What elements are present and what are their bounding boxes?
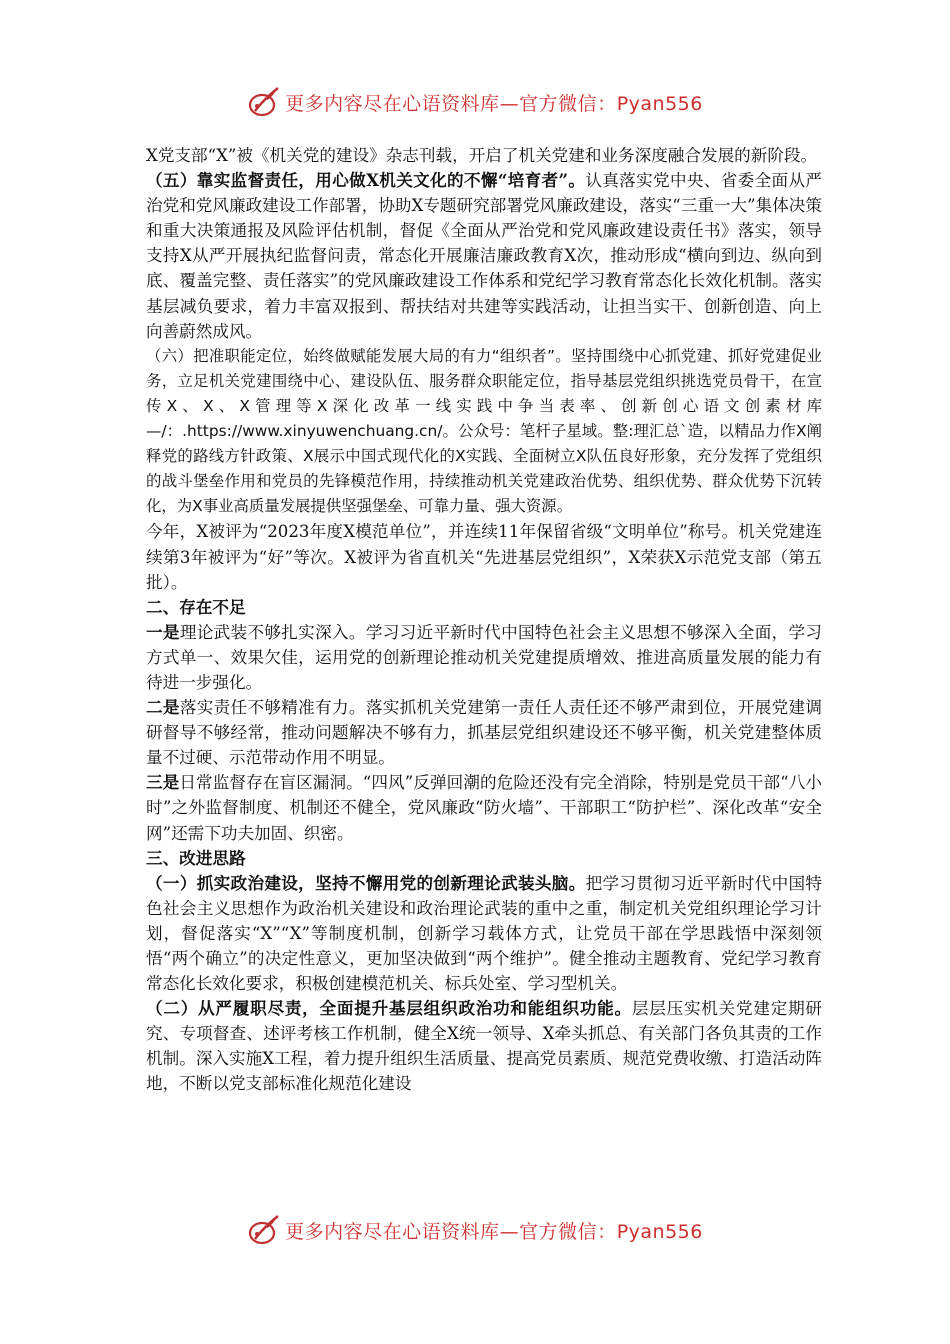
quill-logo-icon [247, 85, 281, 119]
paragraph: X党支部“X”被《机关党的建设》杂志刊载，开启了机关党建和业务深度融合发展的新阶段。 [146, 146, 818, 165]
banner-text: 更多内容尽在心语资料库—官方微信：Pyan556 [285, 92, 703, 115]
paragraph: （五）靠实监督责任，用心做X机关文化的不懈“培育者”。认真落实党中央、省委全面从严治党和党风廉政建设工作部署，协助X专题研究部署党风廉政建设，落实“三重一大”集体决策和重大决策通报及风险评估机制，督促《全面从严治党和党风廉政建设责任书》落实，领导支持X从严开展执纪监督问责，常态化开展廉洁廉政教育X次，推动形成“横向到边、纵向到底、覆盖完整、责任落实”的党风廉政建设工作体系和党纪学习教育常态化长效化机制。落实基层减负要求，着力丰富双报到、帮扶结对共建等实践活动，让担当实干、创新创造、向上向善蔚然成风。 [146, 170, 823, 341]
paragraph: 今年，X被评为“2023年度X模范单位”，并连续11年保留省级“文明单位”称号。机关党建连续第3年被评为“好”等次。X被评为省直机关“先进基层党组织”，X荣获X示范党支部（第五批）。 [146, 522, 822, 592]
paragraph: （六）把准职能定位，始终做赋能发展大局的有力“组织者”。坚持围绕中心抓党建、抓好党建促业务，立足机关党建围绕中心、建设队伍、服务群众职能定位，指导基层党组织挑选党员骨干，在宣传X、X、X管理等X深化改革一线实践中争当表率、创新创心语文创素材库—/：.https://www.xinyuwenchuang.cn/。公众号：笔杆子星域。整:理汇总`造，以精品力作X阐释党的路线方针政策、X展示中国式现代化的X实践、全面树立X队伍良好形象，充分发挥了党组织的战斗堡垒作用和党员的先锋模范作用，持续推动机关党建政治优势、组织优势、群众优势下沉转化，为X事业高质量发展提供坚强堡垒、可靠力量、强大资源。 [146, 346, 822, 516]
quill-logo-icon [247, 1213, 281, 1247]
footer-banner [0, 1210, 950, 1250]
paragraph-heading: （五）靠实监督责任，用心做X机关文化的不懈“培育者”。 [146, 170, 586, 191]
paragraph: 二是落实责任不够精准有力。落实抓机关党建第一责任人责任还不够严肃到位，开展党建调研督导不够经常，推动问题解决不够有力，抓基层党组织建设还不够平衡，机关党建整体质量不过硬、示范带动作用不明显。 [146, 697, 823, 768]
section-heading: 二、存在不足 [146, 596, 246, 617]
header-banner [0, 82, 950, 122]
paragraph-heading: （六）把准职能定位，始终做赋能发展大局的有力“组织者”。 [146, 346, 571, 365]
paragraph-heading: （二）从严履职尽责，全面提升基层组织政治功和能组织功能。 [146, 998, 632, 1019]
banner-text: 更多内容尽在心语资料库—官方微信：Pyan556 [285, 1220, 703, 1243]
paragraph: （二）从严履职尽责，全面提升基层组织政治功和能组织功能。层层压实机关党建定期研究、专项督查、述评考核工作机制，健全X统一领导、X牵头抓总、有关部门各负其责的工作机制。深入实施X工程，着力提升组织生活质量、提高党员素质、规范党费收缴、打造活动阵地，不断以党支部标准化规范化建设 [146, 998, 823, 1094]
paragraph-heading: （一）抓实政治建设，坚持不懈用党的创新理论武装头脑。 [146, 872, 586, 893]
section-heading: 三、改进思路 [146, 847, 246, 868]
paragraph: （一）抓实政治建设，坚持不懈用党的创新理论武装头脑。把学习贯彻习近平新时代中国特色社会主义思想作为政治机关建设和政治理论武装的重中之重，制定机关党组织理论学习计划，督促落实“X”“X”等制度机制，创新学习载体方式，让党员干部在学思践悟中深刻领悟“两个确立”的决定性意义，更加坚决做到“两个维护”。健全推动主题教育、党纪学习教育常态化长效化要求，积极创建模范机关、标兵处室、学习型机关。 [146, 872, 823, 994]
paragraph: 三是日常监督存在盲区漏洞。“四风”反弹回潮的危险还没有完全消除，特别是党员干部“八小时”之外监督制度、机制还不健全，党风廉政“防火墙”、干部职工“防护栏”、深化改革“安全网”还需下功夫加固、织密。 [146, 772, 823, 843]
document-body [146, 143, 822, 1097]
paragraph: 一是理论武装不够扎实深入。学习习近平新时代中国特色社会主义思想不够深入全面，学习方式单一、效果欠佳，运用党的创新理论推动机关党建提质增效、推进高质量发展的能力有待进一步强化。 [146, 621, 823, 692]
